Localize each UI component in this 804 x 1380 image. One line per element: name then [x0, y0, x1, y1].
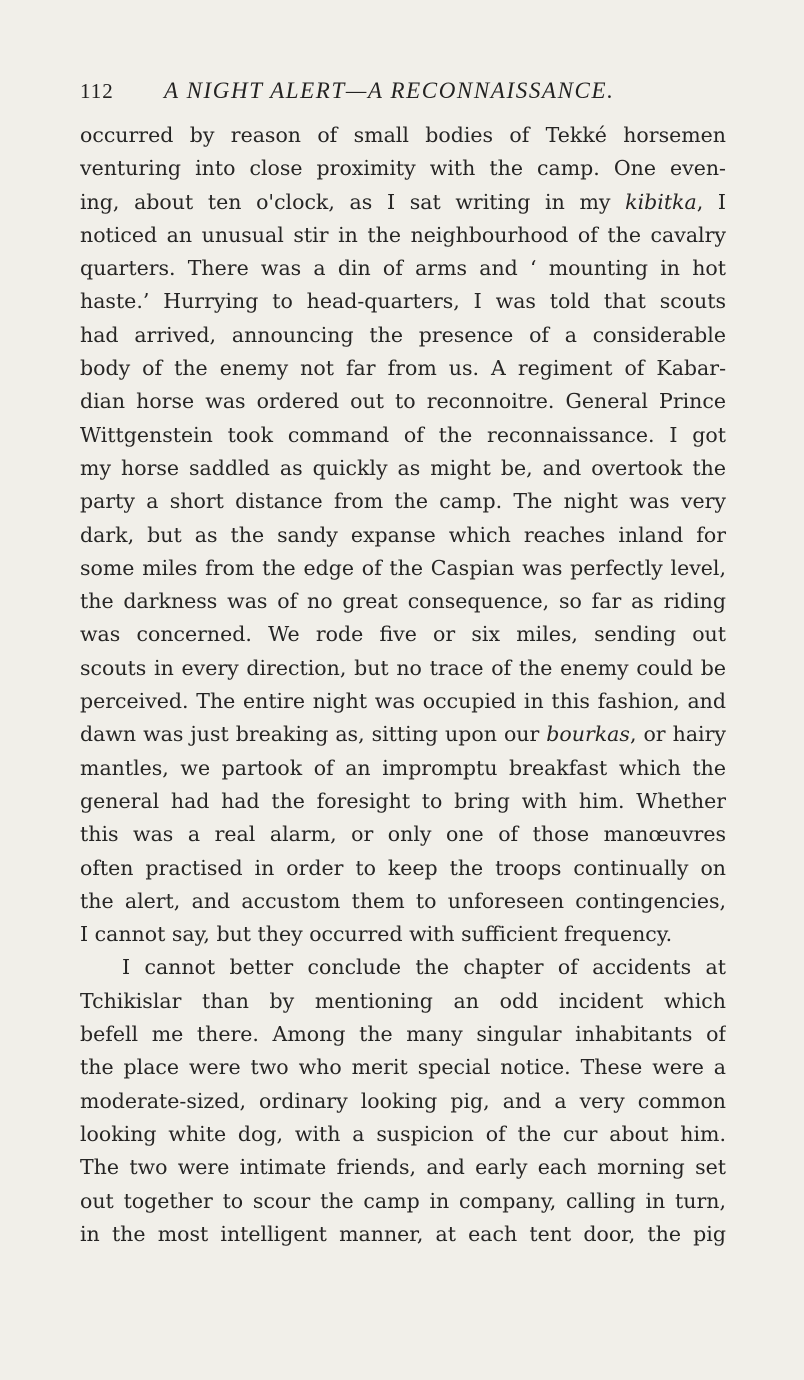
text-line: moderate-sized, ordinary looking pig, and a very common [80, 1088, 726, 1113]
text-line: out together to scour the camp in company, calling in turn, [80, 1188, 726, 1213]
text-line: body of the enemy not far from us. A regiment of Kabar- [80, 356, 726, 381]
text-line: The two were intimate friends, and early each morning set [80, 1155, 726, 1180]
text-line: was concerned. We rode five or six miles, sending out [80, 622, 726, 647]
running-head [80, 74, 730, 108]
page-number: 112 [80, 79, 114, 103]
paragraph-2 [80, 951, 726, 1251]
text-line: dawn was just breaking as, sitting upon our bourkas, or hairy [80, 722, 726, 747]
text-line: general had had the foresight to bring with him. Whether [80, 788, 726, 813]
text-line: my horse saddled as quickly as might be, and overtook the [80, 455, 726, 480]
text-line: the place were two who merit special notice. These were a [80, 1055, 726, 1080]
text-line: Wittgenstein took command of the reconnaissance. I got [80, 422, 726, 447]
text-line: venturing into close proximity with the camp. One even- [80, 156, 726, 181]
italic-word: kibitka [625, 189, 697, 214]
text-line: scouts in every direction, but no trace of the enemy could be [80, 655, 726, 680]
text-line: occurred by reason of small bodies of Tekké horsemen [80, 123, 726, 147]
text-line: in the most intelligent manner, at each tent door, the pig [80, 1221, 726, 1246]
text-line: perceived. The entire night was occupied in this fashion, and [80, 689, 726, 714]
text-line: befell me there. Among the many singular inhabitants of [80, 1022, 726, 1047]
text-line: noticed an unusual stir in the neighbourhood of the cavalry [80, 222, 726, 247]
text-line: this was a real alarm, or only one of those manœuvres [80, 822, 726, 847]
text-line: often practised in order to keep the troops continually on [80, 855, 726, 880]
text-line: dark, but as the sandy expanse which reaches inland for [80, 522, 726, 547]
text-line: the alert, and accustom them to unforeseen contingencies, [80, 888, 726, 913]
text-line: looking white dog, with a suspicion of the cur about him. [80, 1121, 726, 1146]
text-line: some miles from the edge of the Caspian was perfectly level, [80, 555, 726, 580]
text-line: I cannot say, but they occurred with sufficient frequency. [80, 922, 673, 947]
paragraph-1 [80, 119, 726, 951]
text-line: I cannot better conclude the chapter of accidents at [122, 955, 726, 980]
text-line: haste.’ Hurrying to head-quarters, I was told that scouts [80, 289, 726, 314]
body-text [80, 119, 726, 1251]
text-line: the darkness was of no great consequence, so far as riding [80, 589, 726, 614]
italic-word: bourkas [546, 722, 630, 747]
text-line: party a short distance from the camp. The night was very [80, 489, 726, 514]
text-line: mantles, we partook of an impromptu breakfast which the [80, 755, 726, 780]
text-line: dian horse was ordered out to reconnoitre. General Prince [80, 389, 726, 414]
text-line: ing, about ten o'clock, as I sat writing in my kibitka, I [80, 189, 726, 214]
text-line: quarters. There was a din of arms and ‘ mounting in hot [80, 256, 726, 281]
running-title: A NIGHT ALERT—A RECONNAISSANCE. [164, 78, 615, 103]
text-line: Tchikislar than by mentioning an odd incident which [80, 988, 726, 1013]
text-line: had arrived, announcing the presence of a considerable [80, 322, 726, 347]
